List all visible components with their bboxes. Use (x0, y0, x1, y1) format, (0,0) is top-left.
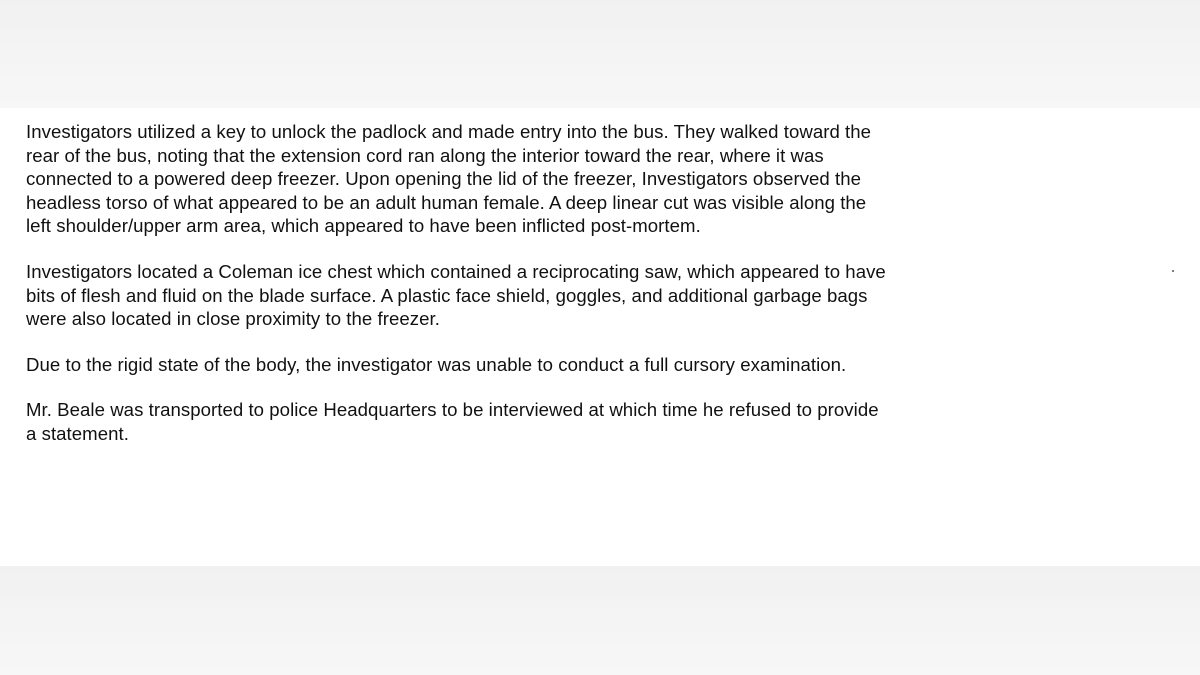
document-page (0, 108, 1200, 566)
scan-speck (1172, 270, 1174, 272)
paragraph-ice-chest: Investigators located a Coleman ice chest which contained a reciprocating saw, which appeared to have bits of flesh and fluid on the blade surface. A plastic face shield, goggles, and additional garbage bags were also located in close proximity to the freezer. (26, 260, 886, 330)
bottom-background-band (0, 566, 1200, 675)
paragraph-examination: Due to the rigid state of the body, the investigator was unable to conduct a full cursory examination. (26, 353, 847, 375)
top-background-band (0, 0, 1200, 108)
paragraph-transport: Mr. Beale was transported to police Headquarters to be interviewed at which time he refused to provide a statement. (26, 399, 879, 444)
paragraph-freezer-discovery: Investigators utilized a key to unlock the padlock and made entry into the bus. They walked toward the rear of the bus, noting that the extension cord ran along the interior toward the rear, where it was connected to a powered deep freezer. Upon opening the lid of the freezer, Investigators observed the headless torso of what appeared to be an adult human female. A deep linear cut was visible along the left shoulder/upper arm area, which appeared to have been inflicted post-mortem. (26, 121, 872, 237)
